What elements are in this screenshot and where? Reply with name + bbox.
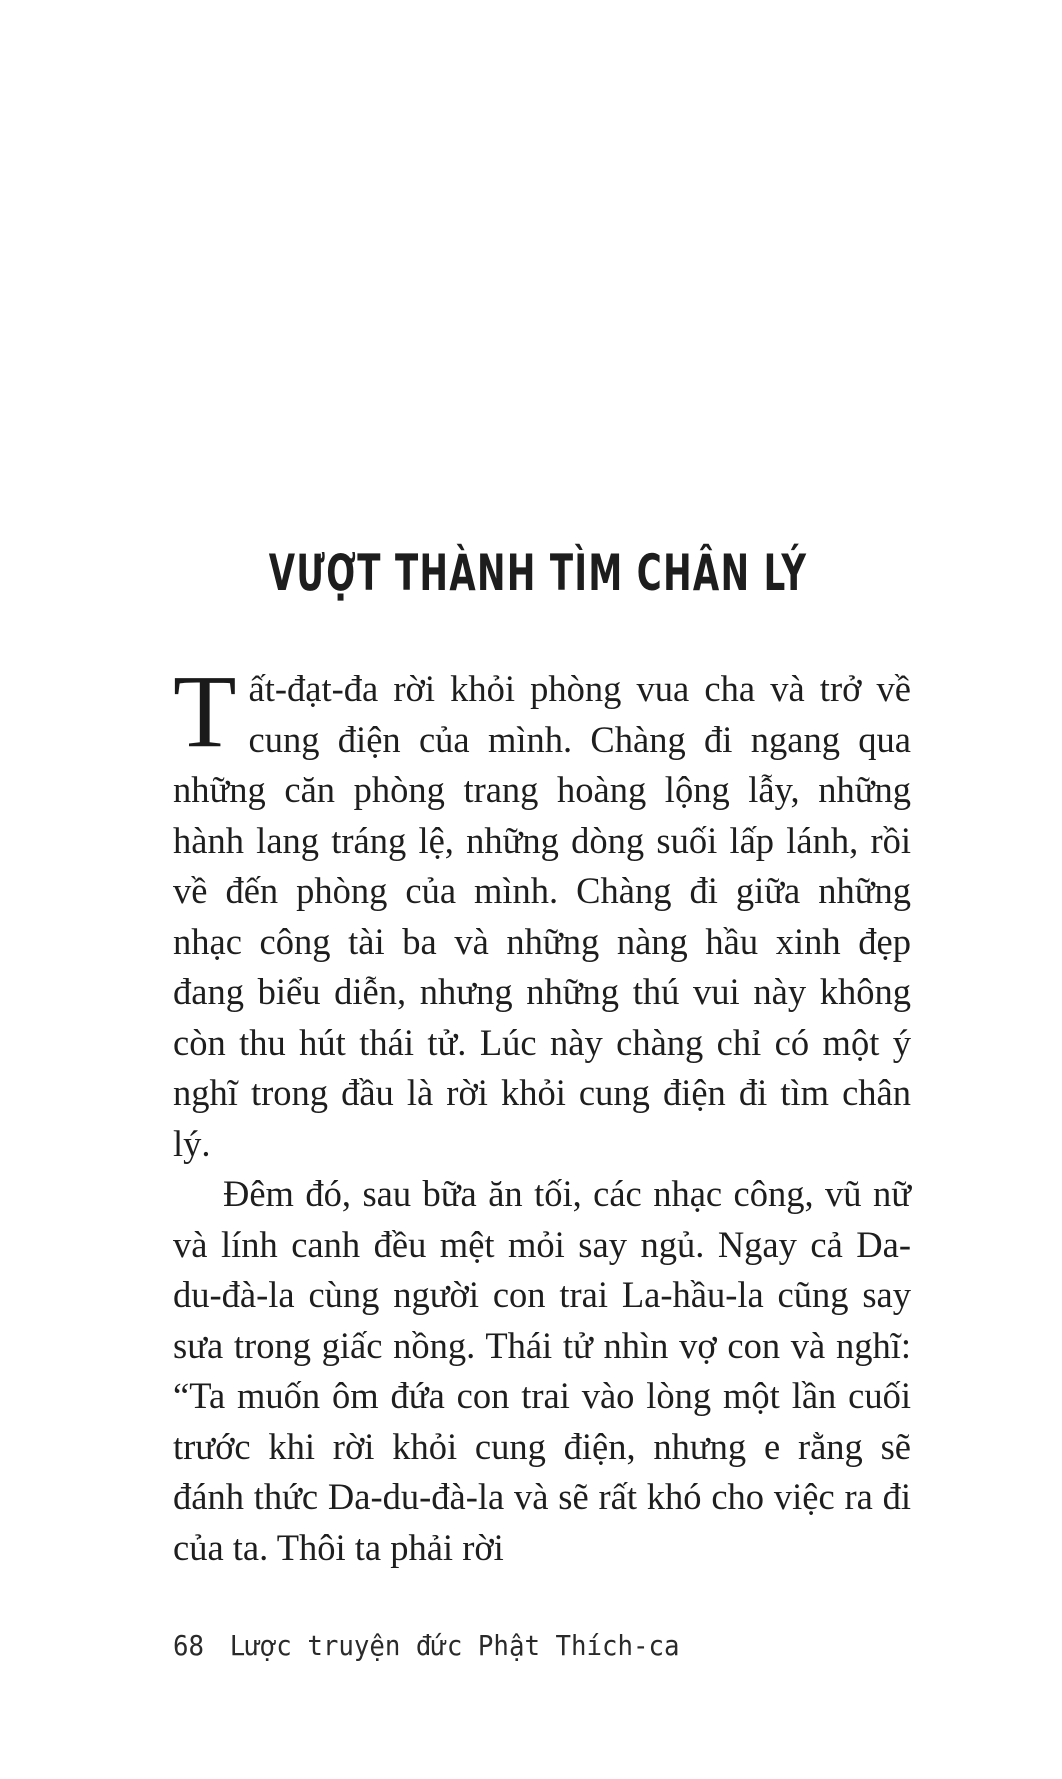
paragraph-1 xyxy=(173,654,911,1169)
drop-cap-letter: T xyxy=(173,654,237,769)
paragraph-1-text: ất-đạt-đa rời khỏi phòng vua cha và trở về cung điện của mình. Chàng đi ngang qua những căn phòng trang hoàng lộng lẫy, những hành lang tráng lệ, những dòng suối lấp lánh, rồi về đến phòng của mình. Chàng đi giữa những nhạc công tài ba và những nàng hầu xinh đẹp đang biểu diễn, nhưng những thú vui này không còn thu hút thái tử. Lúc này chàng chỉ có một ý nghĩ trong đầu là rời khỏi cung điện đi tìm chân lý. xyxy=(173,668,911,1164)
chapter-title: VƯỢT THÀNH TÌM CHÂN LÝ xyxy=(268,544,808,602)
page-footer xyxy=(173,1628,680,1664)
chapter-body xyxy=(173,654,911,1573)
running-book-title: Lược truyện đức Phật Thích-ca xyxy=(229,1629,680,1662)
page-number: 68 xyxy=(173,1629,205,1662)
paragraph-2: Đêm đó, sau bữa ăn tối, các nhạc công, vũ nữ và lính canh đều mệt mỏi say ngủ. Ngay cả Da-du-đà-la cùng người con trai La-hầu-la cũng say sưa trong giấc nồng. Thái tử nhìn vợ con và nghĩ: “Ta muốn ôm đứa con trai vào lòng một lần cuối trước khi rời khỏi cung điện, nhưng e rằng sẽ đánh thức Da-du-đà-la và sẽ rất khó cho việc ra đi của ta. Thôi ta phải rời xyxy=(173,1173,911,1568)
